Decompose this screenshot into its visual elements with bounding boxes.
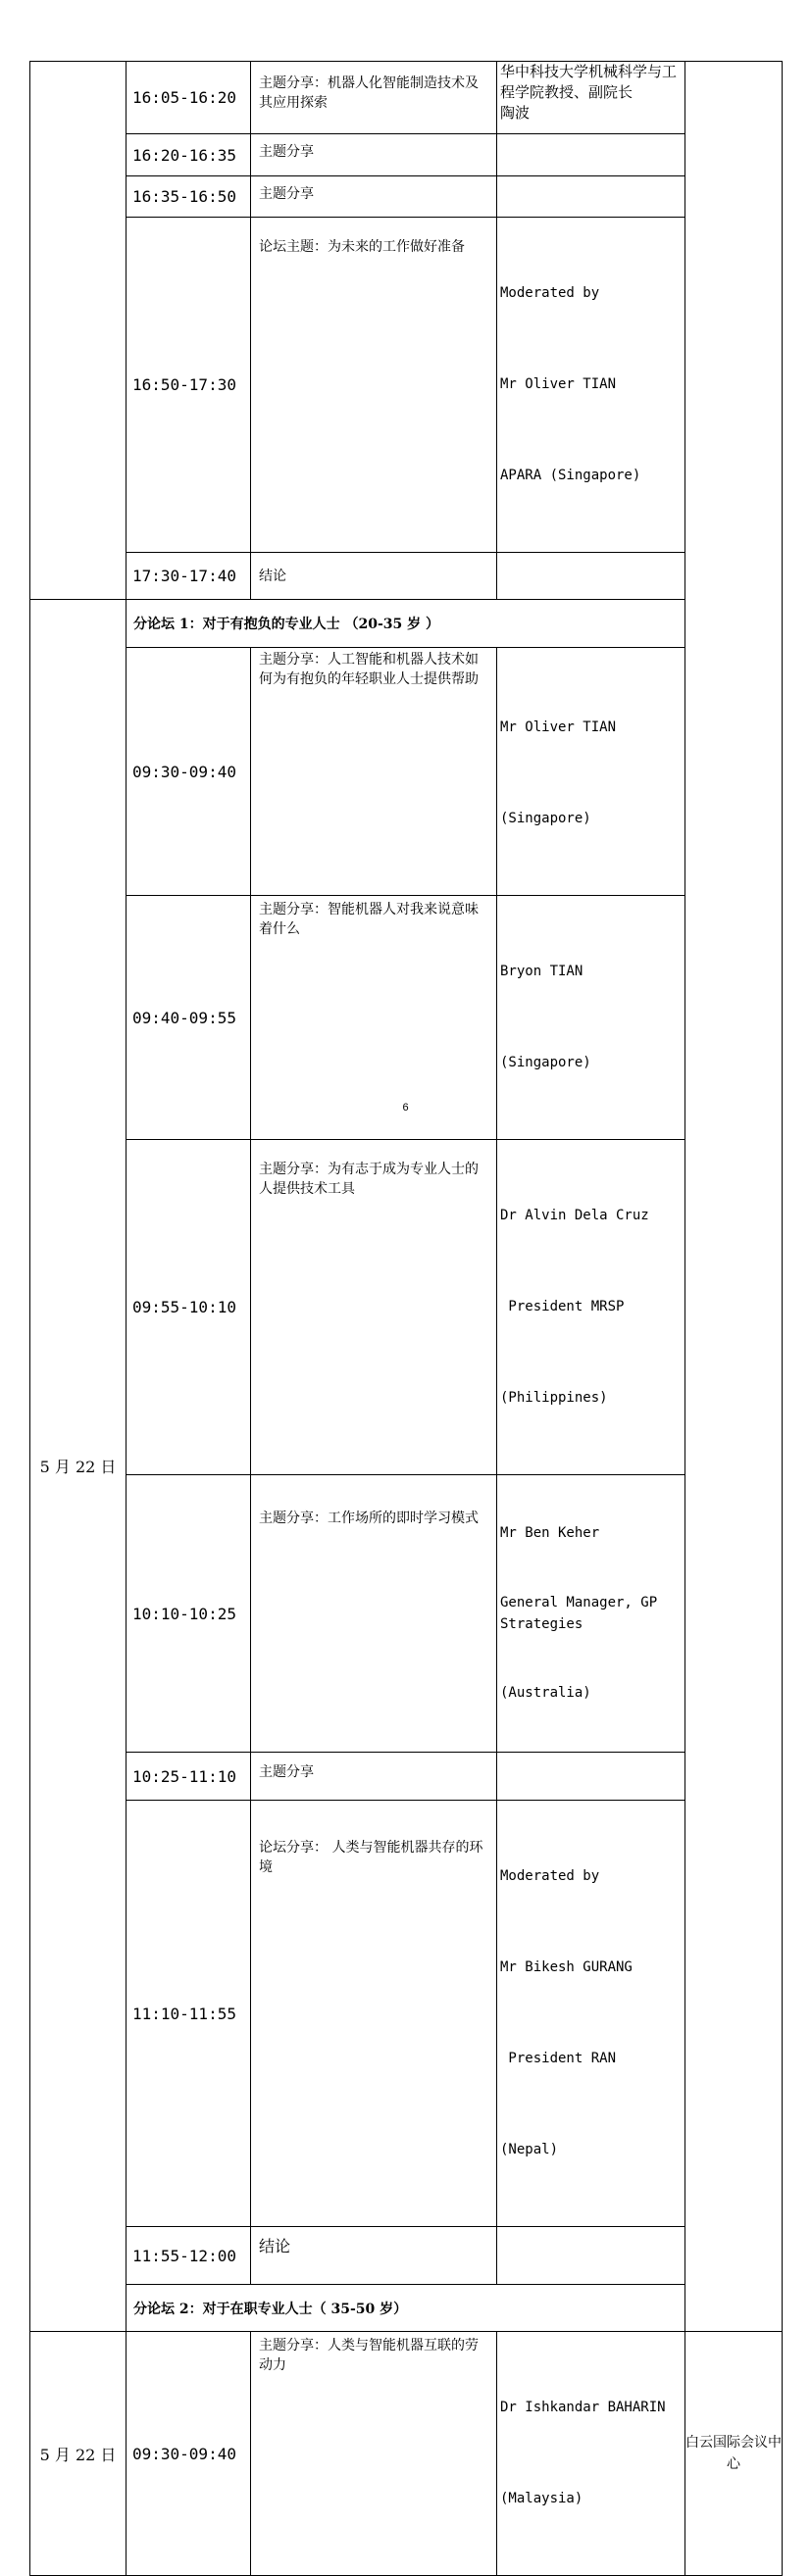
topic-cell: 论坛主题：为未来的工作做好准备 (251, 218, 497, 553)
speaker-line: General Manager, GP Strategies (500, 1595, 658, 1632)
table-row (30, 218, 783, 553)
time-cell: 16:35-16:50 (127, 176, 251, 218)
topic-cell: 主题分享 (251, 134, 497, 176)
table-row (30, 176, 783, 218)
time-cell: 09:30-09:40 (127, 648, 251, 896)
speaker-line: Mr Oliver TIAN (500, 376, 617, 392)
table-row (30, 2227, 783, 2285)
time-cell: 16:20-16:35 (127, 134, 251, 176)
time-cell: 10:25-11:10 (127, 1753, 251, 1801)
topic-cell: 主题分享：人工智能和机器人技术如何为有抱负的年轻职业人士提供帮助 (251, 648, 497, 896)
table-row (30, 648, 783, 896)
speaker-line: Mr Oliver TIAN (500, 719, 617, 735)
speaker-line: (Nepal) (500, 2142, 559, 2157)
table-row (30, 1475, 783, 1753)
speaker-cell (497, 553, 685, 600)
table-row (30, 134, 783, 176)
speaker-cell (497, 1801, 685, 2227)
speaker-line: Moderated by (500, 1868, 600, 1884)
table-row (30, 553, 783, 600)
speaker-line: Mr Ben Keher (500, 1525, 600, 1541)
topic-cell: 主题分享：为有志于成为专业人士的人提供技术工具 (251, 1140, 497, 1475)
speaker-line: Mr Bikesh GURANG (500, 1959, 633, 1975)
table-row (30, 2285, 783, 2332)
time-cell: 11:10-11:55 (127, 1801, 251, 2227)
speaker-line: (Malaysia) (500, 2491, 583, 2506)
speaker-cell (497, 648, 685, 896)
time-cell: 09:55-10:10 (127, 1140, 251, 1475)
speaker-cell (497, 176, 685, 218)
speaker-line: 陶波 (500, 104, 531, 122)
time-cell: 10:10-10:25 (127, 1475, 251, 1753)
time-cell: 17:30-17:40 (127, 553, 251, 600)
time-cell: 09:40-09:55 (127, 896, 251, 1140)
topic-cell: 结论 (251, 553, 497, 600)
time-cell: 11:55-12:00 (127, 2227, 251, 2285)
time-cell: 16:50-17:30 (127, 218, 251, 553)
speaker-line: Bryon TIAN (500, 964, 583, 979)
time-cell: 16:05-16:20 (127, 62, 251, 134)
table-row (30, 62, 783, 134)
date-cell: 5 月 22 日 (30, 2332, 127, 2576)
speaker-line: (Philippines) (500, 1390, 608, 1406)
speaker-line: (Australia) (500, 1685, 591, 1701)
speaker-line: President MRSP (500, 1299, 625, 1314)
topic-cell: 主题分享：人类与智能机器互联的劳动力 (251, 2332, 497, 2576)
forum-heading: 分论坛 1：对于有抱负的专业人士 （20-35 岁 ） (127, 600, 685, 648)
speaker-line: APARA (Singapore) (500, 468, 641, 483)
table-row (30, 1753, 783, 1801)
speaker-line: Dr Alvin Dela Cruz (500, 1208, 649, 1223)
schedule-table (29, 61, 783, 2576)
time-cell: 09:30-09:40 (127, 2332, 251, 2576)
speaker-line: (Singapore) (500, 811, 591, 826)
venue-cell-empty (685, 62, 783, 2332)
date-cell-empty (30, 62, 127, 600)
speaker-line: Dr Ishkandar BAHARIN (500, 2400, 666, 2415)
table-row (30, 1140, 783, 1475)
topic-cell: 主题分享：机器人化智能制造技术及其应用探索 (251, 62, 497, 134)
topic-cell: 主题分享 (251, 176, 497, 218)
speaker-line: Moderated by (500, 285, 600, 301)
topic-cell: 主题分享 (251, 1753, 497, 1801)
venue-cell: 白云国际会议中心 (685, 2332, 783, 2576)
speaker-cell (497, 134, 685, 176)
topic-cell: 结论 (251, 2227, 497, 2285)
speaker-cell (497, 218, 685, 553)
page-number: 6 (402, 1102, 409, 1114)
table-row (30, 1801, 783, 2227)
speaker-cell (497, 1475, 685, 1753)
speaker-cell (497, 1140, 685, 1475)
speaker-line: President RAN (500, 2051, 617, 2066)
topic-cell: 论坛分享： 人类与智能机器共存的环境 (251, 1801, 497, 2227)
speaker-line: (Singapore) (500, 1055, 591, 1070)
speaker-cell (497, 2332, 685, 2576)
speaker-cell (497, 1753, 685, 1801)
speaker-cell (497, 62, 685, 134)
forum-heading: 分论坛 2：对于在职专业人士（ 35-50 岁） (127, 2285, 685, 2332)
topic-cell: 主题分享：智能机器人对我来说意味着什么 (251, 896, 497, 1140)
topic-cell: 主题分享：工作场所的即时学习模式 (251, 1475, 497, 1753)
table-row (30, 600, 783, 648)
speaker-cell (497, 2227, 685, 2285)
speaker-line: 华中科技大学机械科学与工程学院教授、副院长 (500, 63, 678, 101)
date-cell: 5 月 22 日 (30, 600, 127, 2332)
table-row (30, 2332, 783, 2576)
